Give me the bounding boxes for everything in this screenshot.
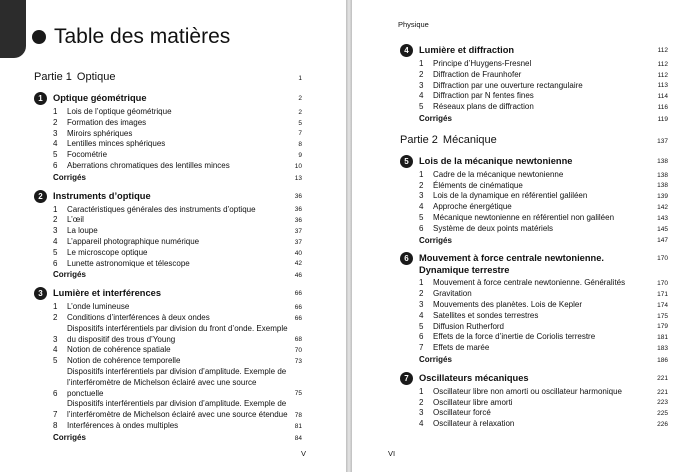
section-page: 183 — [657, 344, 668, 352]
section-page: 179 — [657, 323, 668, 331]
section-page: 138 — [657, 171, 668, 179]
section-number: 2 — [419, 289, 424, 299]
section-title: Cadre de la mécanique newtonienne — [433, 169, 564, 179]
section-number: 5 — [419, 102, 424, 112]
section-page: 8 — [298, 141, 302, 149]
toc-entry[interactable] — [34, 107, 302, 118]
section-page: 114 — [657, 93, 668, 101]
section-number: 2 — [419, 180, 424, 190]
section-page: 5 — [298, 119, 302, 127]
section-title: Diffraction de Fraunhofer — [433, 69, 522, 79]
section-number: 1 — [419, 278, 424, 288]
toc-entry[interactable] — [400, 408, 668, 419]
chapter-page: 170 — [657, 255, 668, 263]
section-title: Mouvements des planètes. Lois de Kepler — [433, 299, 582, 309]
section-page: 75 — [294, 390, 302, 398]
section-page: 9 — [298, 151, 302, 159]
section-page: 221 — [657, 388, 668, 396]
section-page: 42 — [294, 260, 302, 268]
part-page: 137 — [657, 137, 668, 145]
section-number: 2 — [53, 117, 58, 127]
section-page: 181 — [657, 334, 668, 342]
section-number: 2 — [419, 397, 424, 407]
corriges-label: Corrigés — [53, 172, 86, 182]
corriges-entry[interactable] — [34, 173, 302, 184]
section-title: Effets de la force d’inertie de Coriolis terrestre — [433, 332, 596, 342]
section-page: 174 — [657, 301, 668, 309]
section-title: Notion de cohérence spatiale — [67, 345, 171, 355]
section-title: Notion de cohérence temporelle — [67, 356, 181, 366]
section-title: Dispositifs interférentiels par division d’amplitude. Exemple de l’interféromètre de Michelson éclairé avec une source étendue — [67, 399, 288, 420]
corriges-page: 13 — [294, 174, 302, 182]
corriges-page: 84 — [294, 434, 302, 442]
chapter-page: 221 — [657, 374, 668, 382]
section-number: 5 — [53, 150, 58, 160]
section-title: Dispositifs interférentiels par division du front d’onde. Exemple du dispositif des trous d’Young — [67, 323, 288, 344]
running-head: Physique — [398, 20, 429, 29]
toc-entry[interactable] — [34, 248, 302, 259]
toc-entry[interactable] — [34, 356, 302, 367]
section-page: 142 — [657, 203, 668, 211]
section-number: 5 — [419, 212, 424, 222]
toc-entry[interactable] — [34, 150, 302, 161]
section-title: Focométrie — [67, 150, 108, 160]
toc-entry[interactable] — [34, 118, 302, 129]
section-title: Mécanique newtonienne en référentiel non galiléen — [433, 212, 615, 222]
section-title: Formation des images — [67, 117, 147, 127]
section-number: 1 — [53, 302, 58, 312]
toc-entry[interactable] — [400, 170, 668, 181]
section-page: 112 — [657, 60, 668, 68]
section-page: 10 — [294, 162, 302, 170]
section-number: 7 — [419, 343, 424, 353]
chapter-title: Lumière et diffraction — [419, 45, 515, 55]
section-title: Lois de l’optique géométrique — [67, 107, 172, 116]
section-title: Caractéristiques générales des instruments d’optique — [67, 204, 256, 214]
section-number: 3 — [419, 191, 424, 201]
section-page: 66 — [294, 314, 302, 322]
corriges-label: Corrigés — [419, 235, 452, 245]
section-title: Diffusion Rutherford — [433, 321, 504, 331]
section-number: 6 — [53, 388, 58, 398]
section-number: 3 — [419, 299, 424, 309]
chapter-page: 112 — [657, 47, 668, 54]
toc-entry[interactable] — [400, 332, 668, 343]
chapter-page: 138 — [657, 157, 668, 165]
section-title: Effets de marée — [433, 343, 490, 353]
section-number: 1 — [53, 204, 58, 214]
section-number: 1 — [419, 169, 424, 179]
corriges-page: 119 — [657, 115, 668, 123]
section-title: Principe d’Huygens-Fresnel — [433, 59, 532, 68]
toc-entry[interactable] — [400, 387, 668, 398]
section-title: Interférences à ondes multiples — [67, 420, 179, 430]
section-number: 6 — [53, 160, 58, 170]
section-page: 66 — [294, 303, 302, 311]
section-page: 70 — [294, 347, 302, 355]
chapter-title: Lumière et interférences — [53, 288, 161, 299]
section-page: 113 — [657, 82, 668, 90]
toc-entry[interactable] — [400, 322, 668, 333]
corriges-entry[interactable] — [400, 114, 668, 125]
chapter-heading[interactable] — [34, 287, 302, 300]
toc-entry[interactable] — [400, 191, 668, 202]
section-number: 4 — [419, 310, 424, 320]
section-page: 37 — [294, 238, 302, 246]
chapter-title: Mouvement à force centrale newtonienne. Dynamique terrestre — [419, 253, 604, 275]
section-page: 78 — [294, 411, 302, 419]
chapter-number-badge: 3 — [34, 287, 47, 300]
toc-entry[interactable] — [34, 129, 302, 140]
section-page: 81 — [294, 422, 302, 430]
toc-entry[interactable] — [34, 324, 302, 346]
toc-entry[interactable] — [400, 311, 668, 322]
section-page: 2 — [298, 108, 302, 116]
section-page: 73 — [294, 357, 302, 365]
corriges-label: Corrigés — [53, 432, 86, 442]
chapter-title: Oscillateurs mécaniques — [419, 372, 529, 383]
section-number: 1 — [53, 107, 58, 116]
section-title: Lunette astronomique et télescope — [67, 258, 190, 268]
toc-entry[interactable] — [34, 161, 302, 172]
toc-entry[interactable] — [400, 278, 668, 289]
part-label: Partie 2 — [400, 133, 438, 146]
section-page: 171 — [657, 290, 668, 298]
section-number: 3 — [419, 408, 424, 418]
corriges-page: 147 — [657, 237, 668, 245]
section-title: Lentilles minces sphériques — [67, 139, 166, 149]
toc-left — [34, 70, 302, 444]
page-title: Table des matières — [54, 25, 231, 48]
section-number: 6 — [53, 258, 58, 268]
toc-entry[interactable] — [400, 91, 668, 102]
section-title: Aberrations chromatiques des lentilles minces — [67, 160, 230, 170]
toc-entry[interactable] — [34, 237, 302, 248]
section-title: Réseaux plans de diffraction — [433, 102, 534, 112]
toc-entry[interactable] — [400, 398, 668, 409]
page-number: VI — [388, 449, 396, 458]
part-2-heading[interactable] — [400, 133, 668, 147]
title-bullet-icon — [32, 30, 46, 44]
corriges-entry[interactable] — [400, 236, 668, 247]
chapter-number-badge: 6 — [400, 252, 413, 265]
section-page: 175 — [657, 312, 668, 320]
section-number: 5 — [53, 247, 58, 257]
section-page: 170 — [657, 280, 668, 288]
toc-entry[interactable] — [34, 139, 302, 150]
chapter-heading[interactable] — [34, 190, 302, 203]
right-page — [352, 0, 700, 472]
chapter-heading[interactable] — [400, 252, 668, 276]
section-page: 36 — [294, 217, 302, 225]
section-page: 226 — [657, 420, 668, 428]
chapter-number-badge: 5 — [400, 155, 413, 168]
toc-entry[interactable] — [400, 59, 668, 70]
section-number: 3 — [53, 226, 58, 236]
section-title: Oscillateur forcé — [433, 408, 491, 418]
toc-entry[interactable] — [34, 345, 302, 356]
toc-entry[interactable] — [400, 202, 668, 213]
section-title: Le microscope optique — [67, 247, 148, 257]
toc-right — [400, 44, 668, 430]
section-number: 2 — [53, 312, 58, 322]
section-number: 4 — [53, 345, 58, 355]
section-page: 36 — [294, 206, 302, 214]
corriges-entry[interactable] — [400, 355, 668, 366]
section-number: 1 — [419, 386, 424, 396]
page-number: V — [300, 449, 306, 458]
section-title: Éléments de cinématique — [433, 180, 523, 190]
section-title: Oscillateur à relaxation — [433, 419, 515, 429]
toc-entry[interactable] — [400, 81, 668, 92]
section-title: La loupe — [67, 226, 98, 236]
toc-entry[interactable] — [400, 419, 668, 430]
chapter-number-badge: 4 — [400, 44, 413, 57]
chapter-heading[interactable] — [400, 155, 668, 168]
toc-entry[interactable] — [400, 289, 668, 300]
toc-entry[interactable] — [34, 302, 302, 313]
section-number: 5 — [419, 321, 424, 331]
section-number: 3 — [53, 128, 58, 138]
corriges-label: Corrigés — [419, 354, 452, 364]
part-page: 1 — [298, 75, 302, 82]
section-page: 7 — [298, 130, 302, 138]
section-number: 4 — [419, 202, 424, 212]
chapter-title: Optique géométrique — [53, 93, 147, 103]
section-page: 116 — [657, 103, 668, 111]
toc-entry[interactable] — [34, 313, 302, 324]
toc-entry[interactable] — [400, 343, 668, 354]
section-number: 6 — [419, 332, 424, 342]
section-page: 37 — [294, 227, 302, 235]
section-page: 223 — [657, 399, 668, 407]
toc-entry[interactable] — [400, 102, 668, 113]
chapter-tab — [0, 0, 26, 58]
section-number: 5 — [53, 356, 58, 366]
section-title: Miroirs sphériques — [67, 128, 133, 138]
section-title: Gravitation — [433, 289, 472, 299]
part-1-heading[interactable] — [34, 70, 302, 84]
toc-entry[interactable] — [400, 70, 668, 81]
chapter-number-badge: 7 — [400, 372, 413, 385]
left-page — [0, 0, 346, 472]
section-number: 1 — [419, 59, 424, 68]
corriges-entry[interactable] — [34, 270, 302, 281]
section-title: Conditions d’interférences à deux ondes — [67, 312, 210, 322]
chapter-page: 2 — [298, 95, 302, 102]
section-title: Diffraction par N fentes fines — [433, 91, 534, 101]
section-page: 139 — [657, 193, 668, 201]
left-chapter-list — [34, 92, 302, 444]
part-title: Mécanique — [442, 133, 497, 146]
section-title: Système de deux points matériels — [433, 223, 554, 233]
section-number: 3 — [419, 80, 424, 90]
toc-entry[interactable] — [34, 367, 302, 399]
section-page: 225 — [657, 410, 668, 418]
section-page: 68 — [294, 336, 302, 344]
section-number: 4 — [419, 91, 424, 101]
part-title: Optique — [76, 71, 116, 83]
chapter-number-badge: 1 — [34, 92, 47, 105]
corriges-page: 46 — [294, 272, 302, 280]
section-number: 2 — [419, 69, 424, 79]
section-title: Mouvement à force centrale newtonienne. Généralités — [433, 278, 626, 288]
section-title: L’appareil photographique numérique — [67, 236, 200, 246]
toc-entry[interactable] — [400, 213, 668, 224]
section-number: 2 — [53, 215, 58, 225]
toc-entry[interactable] — [34, 399, 302, 421]
toc-entry[interactable] — [34, 421, 302, 432]
chapter-heading[interactable] — [34, 92, 302, 105]
chapter-title: Lois de la mécanique newtonienne — [419, 155, 573, 166]
right-chapter-list-top — [400, 44, 668, 125]
right-chapter-list-bottom — [400, 155, 668, 430]
chapter-heading[interactable] — [400, 44, 668, 57]
section-page: 143 — [657, 214, 668, 222]
section-title: Satellites et sondes terrestres — [433, 310, 539, 320]
section-page: 138 — [657, 182, 668, 190]
chapter-page: 36 — [294, 192, 302, 200]
section-number: 3 — [53, 334, 58, 344]
section-title: Dispositifs interférentiels par division d’amplitude. Exemple de l’interféromètre de Michelson éclairé avec une source ponctuelle — [67, 366, 287, 398]
section-title: Lois de la dynamique en référentiel galiléen — [433, 191, 588, 201]
section-title: L’onde lumineuse — [67, 302, 130, 312]
section-page: 112 — [657, 71, 668, 79]
toc-entry[interactable] — [34, 215, 302, 226]
toc-entry[interactable] — [34, 205, 302, 216]
corriges-page: 186 — [657, 356, 668, 364]
section-title: L’œil — [67, 215, 84, 225]
section-number: 4 — [419, 419, 424, 429]
toc-entry[interactable] — [400, 300, 668, 311]
chapter-page: 66 — [294, 290, 302, 298]
toc-entry[interactable] — [400, 224, 668, 235]
section-number: 7 — [53, 410, 58, 420]
section-number: 4 — [53, 139, 58, 149]
section-page: 145 — [657, 225, 668, 233]
corriges-label: Corrigés — [419, 113, 452, 123]
section-title: Oscillateur libre non amorti ou oscillateur harmonique — [433, 386, 622, 396]
corriges-label: Corrigés — [53, 270, 86, 280]
section-page: 40 — [294, 249, 302, 257]
chapter-heading[interactable] — [400, 372, 668, 385]
section-title: Diffraction par une ouverture rectangulaire — [433, 80, 583, 90]
section-number: 8 — [53, 420, 58, 430]
chapter-number-badge: 2 — [34, 190, 47, 203]
section-number: 4 — [53, 236, 58, 246]
corriges-entry[interactable] — [34, 433, 302, 444]
toc-entry[interactable] — [34, 226, 302, 237]
section-title: Oscillateur libre amorti — [433, 397, 513, 407]
section-title: Approche énergétique — [433, 202, 512, 212]
part-label: Partie 1 — [34, 71, 72, 83]
chapter-title: Instruments d’optique — [53, 190, 151, 201]
toc-entry[interactable] — [400, 181, 668, 192]
section-number: 6 — [419, 223, 424, 233]
toc-entry[interactable] — [34, 259, 302, 270]
